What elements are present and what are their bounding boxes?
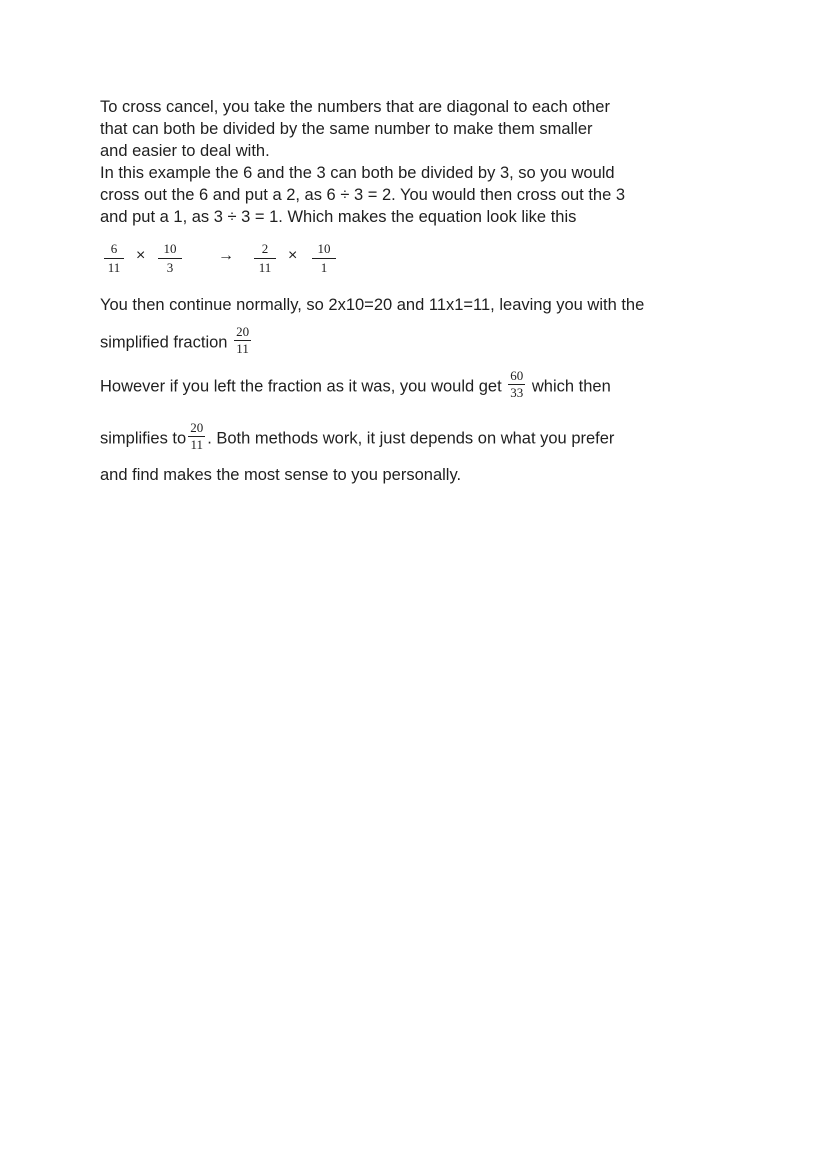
continue-line-2-text: simplified fraction bbox=[100, 333, 228, 352]
intro-line-4: In this example the 6 and the 3 can both be divided by 3, so you would bbox=[100, 164, 615, 182]
fraction-10-over-3 bbox=[158, 242, 182, 275]
fraction-numerator: 60 bbox=[510, 368, 524, 383]
fraction-numerator: 20 bbox=[190, 420, 204, 435]
however-line-2-suffix: . Both methods work, it just depends on what you prefer bbox=[207, 429, 615, 448]
intro-line-1: To cross cancel, you take the numbers that are diagonal to each other bbox=[100, 98, 610, 116]
fraction-20-over-11 bbox=[188, 421, 205, 451]
fraction-denominator: 33 bbox=[510, 385, 524, 400]
intro-line-6: and put a 1, as 3 ÷ 3 = 1. Which makes the equation look like this bbox=[100, 208, 577, 226]
fraction-denominator: 11 bbox=[190, 437, 203, 452]
however-line-3: and find makes the most sense to you personally. bbox=[100, 466, 462, 484]
times-symbol: × bbox=[136, 247, 146, 264]
fraction-denominator: 11 bbox=[258, 260, 272, 275]
intro-line-3: and easier to deal with. bbox=[100, 142, 270, 160]
continue-line-1: You then continue normally, so 2x10=20 and 11x1=11, leaving you with the bbox=[100, 296, 645, 314]
cross-cancel-equation bbox=[100, 234, 740, 294]
times-symbol: × bbox=[288, 247, 298, 264]
fraction-denominator: 11 bbox=[236, 341, 249, 356]
arrow-icon: → bbox=[218, 247, 234, 264]
fraction-10-over-1 bbox=[312, 242, 336, 275]
fraction-numerator: 20 bbox=[236, 324, 250, 339]
intro-line-5: cross out the 6 and put a 2, as 6 ÷ 3 = 2. You would then cross out the 3 bbox=[100, 186, 626, 204]
intro-line-2: that can both be divided by the same number to make them smaller bbox=[100, 120, 593, 138]
fraction-60-over-33 bbox=[508, 369, 525, 399]
however-line-2 bbox=[100, 420, 740, 454]
fraction-numerator: 2 bbox=[254, 242, 276, 259]
fraction-denominator: 3 bbox=[166, 260, 174, 275]
fraction-2-over-11 bbox=[254, 242, 276, 275]
fraction-numerator: 10 bbox=[312, 242, 336, 259]
fraction-20-over-11 bbox=[234, 325, 251, 355]
fraction-numerator: 6 bbox=[104, 242, 124, 259]
however-line-1-text: However if you left the fraction as it was, you would get bbox=[100, 377, 502, 396]
document-page bbox=[100, 96, 740, 486]
fraction-numerator: 10 bbox=[158, 242, 182, 259]
fraction-denominator: 1 bbox=[320, 260, 328, 275]
fraction-6-over-11 bbox=[104, 242, 124, 275]
however-line-1-suffix: which then bbox=[531, 377, 611, 396]
fraction-denominator: 11 bbox=[107, 260, 121, 275]
however-line-1 bbox=[100, 368, 740, 402]
continue-line-2 bbox=[100, 324, 740, 358]
however-line-2-text: simplifies to bbox=[100, 429, 187, 448]
